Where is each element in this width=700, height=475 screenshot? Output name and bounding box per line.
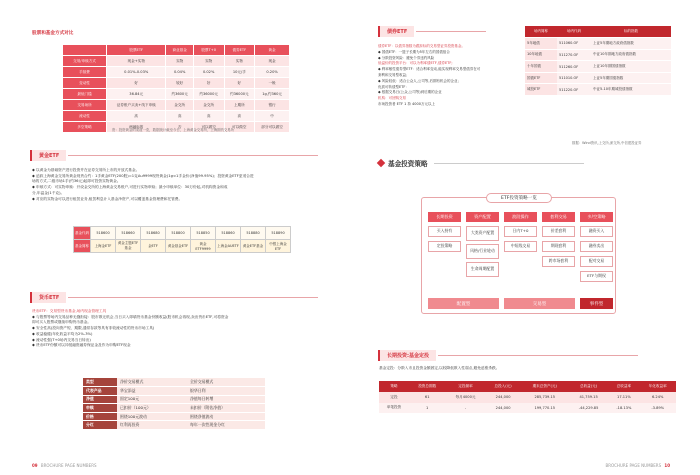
- bond-cell: 中证5-10年期城投债指数: [591, 84, 671, 96]
- compare-cell: 较好: [166, 78, 193, 89]
- money-cell: 固定100元: [117, 395, 187, 404]
- paragraph-line: 货币ETF：交易型货币基金,场内现金管理工具: [32, 309, 107, 313]
- paragraph-line: 低溢价的投资平台：可以为利率债ETF,债券ETF;: [378, 61, 453, 66]
- money-cell: 价格: [83, 412, 117, 421]
- dca-cell: 61: [409, 392, 446, 403]
- strategy-column-head: 套利交易: [542, 212, 575, 222]
- strategy-column-head: 多/空策略: [580, 212, 613, 222]
- strategy-type-footer: 事件型: [580, 298, 613, 309]
- compare-header-cell: 股票ETF: [107, 45, 166, 56]
- compare-row: [63, 67, 290, 78]
- dca-header-row: [379, 381, 676, 392]
- code-row: [74, 227, 291, 240]
- paragraph-line: 机构：可回购交易: [378, 96, 406, 101]
- bond-cell: 上证5年期国债指数: [591, 72, 671, 84]
- divider: [434, 163, 584, 164]
- compare-cell: 0.02%: [193, 67, 224, 78]
- paragraph-line: ◆ 利率敏性债券型ETF：适合利率变动,能实现利率交易型债券在可: [378, 67, 481, 72]
- compare-cell: 中: [255, 111, 290, 122]
- dca-header-cell: 投资总期数: [409, 381, 446, 392]
- bond-note: 数据：Wind资讯,上交所,深交所,中信建投证券: [572, 141, 642, 145]
- compare-cell: 手续费: [63, 67, 107, 78]
- bond-cell: 城投ETF: [525, 84, 557, 96]
- bond-row: [525, 61, 671, 73]
- money-etf-table: [83, 378, 265, 430]
- bond-cell: 511260.OF: [557, 61, 591, 73]
- money-cell: 净价交易模式: [117, 378, 187, 387]
- strategy-item: 定投策略: [428, 241, 461, 252]
- bond-cell: 10年地债: [525, 49, 557, 61]
- dca-header-cell: 期末总资产(元): [521, 381, 569, 392]
- money-etf-heading: [30, 292, 318, 303]
- money-row: [83, 395, 265, 404]
- compare-cell: 最低门槛: [63, 89, 107, 100]
- compare-cell: 流动性: [63, 111, 107, 122]
- compare-cell: 变动性: [63, 78, 107, 89]
- bond-cell: 511060.OF: [557, 38, 591, 50]
- strategy-type-footer: 配置型: [428, 298, 499, 309]
- dca-header-cell: 总投入(元): [486, 381, 521, 392]
- dca-cell: 285,739.15: [521, 392, 569, 403]
- dca-table: [379, 381, 676, 413]
- compare-cell: 金交所: [166, 100, 193, 111]
- gold-etf-paras: [32, 168, 324, 202]
- divider: [416, 31, 486, 32]
- divider: [68, 155, 318, 156]
- bond-row: [525, 84, 671, 96]
- bond-row: [525, 38, 671, 50]
- fund-name: 黄金ETF9999: [191, 240, 216, 253]
- divider: [68, 297, 318, 298]
- compare-cell: 多空策略: [63, 122, 107, 133]
- money-cell: 类型: [83, 378, 117, 387]
- compare-cell: 金交所: [193, 100, 224, 111]
- strategy-item: 生命周期配置: [466, 262, 499, 277]
- strategy-item: 价差套利: [542, 226, 575, 237]
- strategy-item: 大类资产配置: [466, 226, 499, 241]
- money-cell: 围绕100元波动: [117, 412, 187, 421]
- compare-row: [63, 56, 290, 67]
- gold-etf-heading: [30, 150, 318, 161]
- money-cell: 代表产品: [83, 387, 117, 396]
- fund-name: 上海金AUETF: [216, 240, 241, 253]
- fund-code: 518800: [166, 227, 191, 240]
- bond-row: [525, 72, 671, 84]
- compare-row: [63, 89, 290, 100]
- fund-name: 中银上海金ETF: [266, 240, 291, 253]
- compare-header-cell: 股票T+0: [193, 45, 224, 56]
- page-number: 10: [664, 463, 670, 468]
- right-footer: [605, 463, 670, 468]
- paragraph-line: ◆ 对应的实物金可以进行租赁业务,租赁利息计入基金净资产,可以覆盖基金管理费和托管费。: [32, 196, 183, 201]
- paragraph-line: ◆ 申赎方式：可实物申赎：开设金交所的上海黄金交易账户,可进行实物申赎；最小申赎单位：30万份起,对机构资金和成: [32, 185, 228, 190]
- strategy-item: 风格/行业轮动: [466, 244, 499, 259]
- compare-cell: 上期所: [224, 100, 255, 111]
- strategy-item: 融券卖出: [580, 241, 613, 252]
- long-term-heading: [378, 350, 638, 361]
- bond-header-cell: 标的指数: [591, 26, 671, 38]
- compare-cell: 实物: [166, 56, 193, 67]
- compare-cell: 36.84元: [107, 89, 166, 100]
- fund-name: 黄金基金ETF: [166, 240, 191, 253]
- fund-code: 518600: [91, 227, 116, 240]
- strategy-column-head: 长期投资: [428, 212, 461, 222]
- compare-cell: 高: [193, 111, 224, 122]
- compare-cell: 0.04%: [166, 67, 193, 78]
- dca-cell: -: [445, 403, 485, 414]
- strategy-title: 基金投资策略: [388, 160, 428, 168]
- bond-cell: 5年地债: [525, 38, 557, 50]
- money-etf-tab: 货币ETF: [30, 292, 66, 303]
- name-row: [74, 240, 291, 253]
- compare-cell: 现金: [255, 56, 290, 67]
- paragraph-line: ◆ 流动性强(T+0场内交易当日转出): [32, 337, 91, 342]
- compare-header-cell: 商业基金: [166, 45, 193, 56]
- gold-etf-tab: 黄金ETF: [30, 150, 66, 161]
- dca-cell: 定投: [379, 392, 409, 403]
- compare-cell: 一般: [255, 78, 290, 89]
- compare-cell: 0.01%-0.03%: [107, 67, 166, 78]
- compare-row: [63, 111, 290, 122]
- money-cell: 净值每日转增: [187, 395, 265, 404]
- bond-header-cell: 场内代码: [557, 26, 591, 38]
- compare-cell: 约36000元: [193, 89, 224, 100]
- money-etf-paras: [32, 309, 324, 349]
- money-row: [83, 404, 265, 413]
- bond-header-cell: 场内简称: [525, 26, 557, 38]
- strategy-item: 跨市场套利: [542, 256, 575, 267]
- page-number: 09: [32, 463, 38, 468]
- compare-note: 资：投资黄金的渠道一览，数据统计截至今日，上海黄金交易所，上海期货交易所: [112, 128, 235, 132]
- dca-cell: 244,000: [486, 403, 521, 414]
- dca-row: [379, 392, 676, 403]
- paragraph-line: ◆ 收益稳健(年化收益平均为2%-3%): [32, 331, 93, 336]
- paragraph-line: 套利和交易型收益；: [378, 72, 410, 77]
- compare-cell: 否: [166, 122, 193, 133]
- money-cell: 净值: [83, 395, 117, 404]
- strategy-item: ETF与期权: [580, 271, 613, 282]
- bond-cell: 中证10年期地方政府债指数: [591, 49, 671, 61]
- compare-header-cell: 债券ETF: [224, 45, 255, 56]
- bond-cell: 上证10年期国债指数: [591, 61, 671, 73]
- strategy-item: 中短线交易: [504, 241, 537, 252]
- long-term-tab: 长期投资:基金定投: [378, 350, 436, 361]
- dca-header-cell: 总收益(元): [569, 381, 608, 392]
- footer-text: BROCHURE PAGE NUMBERS: [40, 463, 97, 468]
- compare-cell: 好: [193, 78, 224, 89]
- paragraph-line: ◆ 货币ETF份额可以冲抵融资融券保证金及作为申购ETF现金: [32, 343, 131, 348]
- strategy-panel: [421, 197, 616, 314]
- compare-cell: 1g,约360元: [255, 89, 290, 100]
- strategy-item: 期现套利: [542, 241, 575, 252]
- paragraph-line: 债券ETF：以债券指数为跟踪标的交易型证券投资基金。: [378, 44, 465, 48]
- paragraph-line: ◆ 安全性高(投向资产短、期限,通常存款等具有非较流动性的货币市场工具): [32, 326, 155, 331]
- compare-cell: 高: [224, 111, 255, 122]
- compare-cell: 银行: [255, 100, 290, 111]
- money-cell: 分红: [83, 421, 117, 430]
- money-cell: 已扣价（100元）: [117, 404, 187, 413]
- fund-code: 518680: [141, 227, 166, 240]
- dca-cell: 199,770.15: [521, 403, 569, 414]
- compare-cell: 可以做空: [224, 122, 255, 133]
- strategy-column-head: 资产配置: [466, 212, 499, 222]
- compare-cell: 实物: [224, 56, 255, 67]
- compare-header-cell: 黄金: [255, 45, 290, 56]
- compare-cell: 实物: [193, 56, 224, 67]
- money-cell: 全价交易模式: [187, 378, 265, 387]
- bond-row: [525, 49, 671, 61]
- paragraph-line: ◆ 根据交易日(公众,公司等)到后期的企业: [378, 90, 442, 95]
- money-cell: 华宝添益: [117, 387, 187, 396]
- paragraph-line: 市场投资者 ETF 1 持 4000万元以上: [378, 101, 435, 106]
- compare-cell: 部分可以做空: [255, 122, 290, 133]
- dca-header-cell: 定投频率: [445, 381, 485, 392]
- strategy-item: 配对交易: [580, 256, 613, 267]
- money-cell: 每年一次性现金分红: [187, 421, 265, 430]
- compare-header-row: [63, 45, 290, 56]
- paragraph-line: 即可买入股票或继续申购货币基金。: [32, 320, 91, 325]
- money-cell: 红利再投资: [117, 421, 187, 430]
- bond-etf-paras: [378, 44, 520, 108]
- fund-name: 黄金主题ETF基金: [116, 240, 141, 253]
- strategy-heading: [378, 158, 584, 168]
- compare-cell: 交易场所: [63, 100, 107, 111]
- compare-cell: 好: [224, 78, 255, 89]
- bond-etf-table: [525, 26, 671, 96]
- strategy-item: 买入持有: [428, 226, 461, 237]
- compare-header-cell: [63, 45, 107, 56]
- bond-header-row: [525, 26, 671, 38]
- fund-name: 黄金ETF基金: [241, 240, 266, 253]
- compare-cell: 现金+实物: [107, 56, 166, 67]
- footer-text: BROCHURE PAGE NUMBERS: [605, 463, 662, 468]
- compare-cell: 约36000元: [224, 89, 255, 100]
- fund-name: 金ETF: [141, 240, 166, 253]
- compare-cell: 高: [107, 111, 166, 122]
- diamond-icon: [377, 159, 385, 167]
- compare-row: [63, 100, 290, 111]
- paragraph-line: ◆ 分散投资风险：避免个券违约风险: [378, 55, 435, 60]
- bond-etf-tab: 债券ETF: [378, 26, 414, 37]
- compare-table: [62, 44, 290, 133]
- paragraph-line: ◆ 风险较低：适合公众人,公司等,后期有机会的企业；: [378, 78, 462, 83]
- divider: [438, 355, 638, 356]
- money-cell: 申赎: [83, 404, 117, 413]
- compare-cell: 10元/手: [224, 67, 255, 78]
- right-page: [350, 0, 700, 475]
- fund-code: 518850: [191, 227, 216, 240]
- paragraph-line: ◆ 与股票等场内交易品种无缝衔接：股市散无机会,当日买入即填货币基金份额收益(股市机会再现,卖出货币ETF,可将资金: [32, 314, 229, 319]
- compare-cell: 交易/申赎方式: [63, 56, 107, 67]
- compare-row: [63, 78, 290, 89]
- fund-code: 518890: [266, 227, 291, 240]
- paragraph-line: ◆ 以黄金为基础资产进行投资并在证券交易所上市的开放式基金。: [32, 168, 140, 172]
- dca-cell: 6.24%: [639, 392, 676, 403]
- strategy-column-head: 波段操作: [504, 212, 537, 222]
- bond-cell: 511220.OF: [557, 84, 591, 96]
- dca-cell: 单笔投资: [379, 403, 409, 414]
- strategy-item: 融资买入: [580, 226, 613, 237]
- dca-cell: -18.13%: [608, 403, 639, 414]
- dca-header-cell: 策略: [379, 381, 409, 392]
- bond-cell: 国债ETF: [525, 72, 557, 84]
- compare-cell: 可以做空: [193, 122, 224, 133]
- money-cell: 围绕净值波动: [187, 412, 265, 421]
- dca-cell: -3.89%: [639, 403, 676, 414]
- money-row: [83, 421, 265, 430]
- fund-code: 518660: [116, 227, 141, 240]
- money-cell: 未扣价（附估净值）: [187, 404, 265, 413]
- left-footer: [32, 463, 97, 468]
- compare-cell: 高: [166, 111, 193, 122]
- dca-cell: -44,229.85: [569, 403, 608, 414]
- dca-header-cell: 总收益率: [608, 381, 639, 392]
- dca-header-cell: 年化收益率: [639, 381, 676, 392]
- dca-cell: 每月4000元: [445, 392, 485, 403]
- money-cell: 银华日利: [187, 387, 265, 396]
- bond-cell: 十年国债: [525, 61, 557, 73]
- dca-cell: 244,000: [486, 392, 521, 403]
- compare-section-title: 股票和基金方式对比: [32, 31, 74, 36]
- compare-cell: 两融标的: [107, 122, 166, 133]
- bond-cell: 511010.OF: [557, 72, 591, 84]
- bond-etf-heading: [378, 26, 486, 37]
- fund-name: 上海金ETF: [91, 240, 116, 253]
- compare-cell: 证券账户买卖+线下申赎: [107, 100, 166, 111]
- fund-code: 518880: [241, 227, 266, 240]
- paragraph-line: 场的方式,二级市场1手(约36元)起即可投资实物黄金。: [32, 179, 121, 184]
- compare-cell: 好: [107, 78, 166, 89]
- dca-row: [379, 403, 676, 414]
- paragraph-line: ◆ 国债ETF：一篮子长期为5年左右的国债组合: [378, 49, 450, 54]
- dca-cell: 41,759.15: [569, 392, 608, 403]
- money-row: [83, 378, 265, 387]
- compare-cell: 约3600元: [166, 89, 193, 100]
- bond-cell: 上证5年期地方政府债指数: [591, 38, 671, 50]
- bond-cell: 511270.OF: [557, 49, 591, 61]
- strategy-item: 日内T+0: [504, 226, 537, 237]
- paragraph-line: ◆ 追踪上海黄金交易所黄金现货合约：1手黄金ETF(200股)=1克Au9999现货黄金(1g≈1手金价(净值99.95%)；投资黄金ETF更适合进: [32, 173, 254, 178]
- money-row: [83, 387, 265, 396]
- dca-cell: 1: [409, 403, 446, 414]
- fund-code: 518860: [216, 227, 241, 240]
- long-term-subline: 基金定投：分散入市且投资金额固定,以较降低散入性弱点,避免追涨杀跌。: [379, 366, 500, 370]
- money-row: [83, 412, 265, 421]
- gold-code-table: [73, 226, 291, 253]
- dca-cell: 17.11%: [608, 392, 639, 403]
- compare-cell: 0.20%: [255, 67, 290, 78]
- paragraph-line: 分,年溢金(1千克)。: [32, 190, 65, 195]
- paragraph-line: 优质可转债型ETF：: [378, 84, 409, 89]
- code-label: 基金代码: [74, 227, 91, 240]
- strategy-type-footer: 交易型: [504, 298, 575, 309]
- name-label: 基金简称: [74, 240, 91, 253]
- strategy-panel-title: ETF投资策略一览: [486, 193, 552, 203]
